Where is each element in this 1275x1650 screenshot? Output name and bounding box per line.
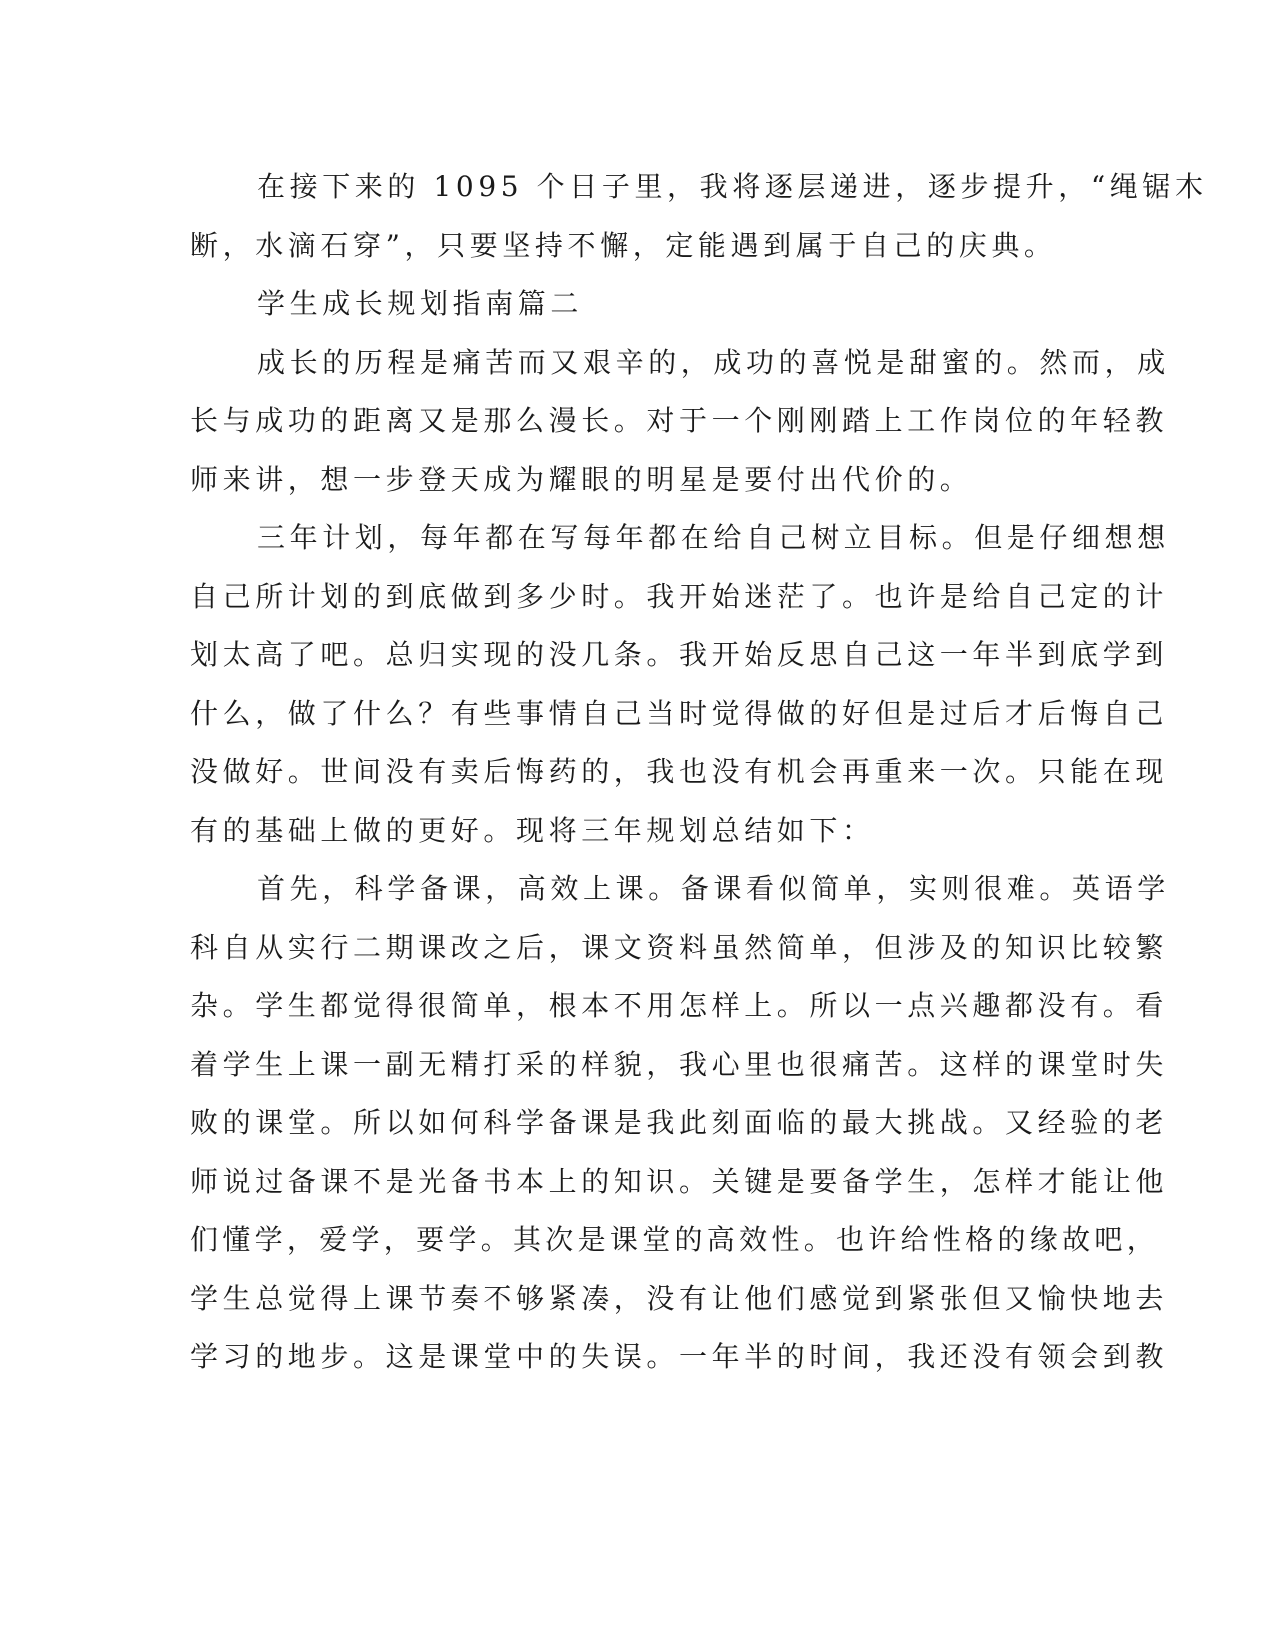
paragraph-line: 科自从实行二期课改之后，课文资料虽然简单，但涉及的知识比较繁 bbox=[190, 930, 1169, 964]
paragraph-line: 三年计划，每年都在写每年都在给自己树立目标。但是仔细想想 bbox=[257, 521, 1170, 554]
paragraph-line: 没做好。世间没有卖后悔药的，我也没有机会再重来一次。只能在现 bbox=[190, 755, 1169, 788]
section-heading: 学生成长规划指南篇二 bbox=[257, 287, 584, 320]
paragraph-line: 杂。学生都觉得很简单，根本不用怎样上。所以一点兴趣都没有。看 bbox=[190, 989, 1169, 1022]
paragraph-line: 有的基础上做的更好。现将三年规划总结如下： bbox=[190, 813, 875, 847]
paragraph-line: 着学生上课一副无精打采的样貌，我心里也很痛苦。这样的课堂时失 bbox=[190, 1047, 1169, 1081]
paragraph-line: 断，水滴石穿”，只要坚持不懈，定能遇到属于自己的庆典。 bbox=[190, 228, 1057, 262]
paragraph-line: 师说过备课不是光备书本上的知识。关键是要备学生，怎样才能让他 bbox=[190, 1164, 1169, 1198]
document-body bbox=[190, 158, 1208, 1387]
paragraph-line: 师来讲，想一步登天成为耀眼的明星是要付出代价的。 bbox=[190, 462, 973, 496]
paragraph-line: 首先，科学备课，高效上课。备课看似简单，实则很难。英语学 bbox=[257, 872, 1170, 905]
paragraph-line: 长与成功的距离又是那么漫长。对于一个刚刚踏上工作岗位的年轻教 bbox=[190, 404, 1169, 437]
paragraph-line: 学生总觉得上课节奏不够紧凑，没有让他们感觉到紧张但又愉快地去 bbox=[190, 1281, 1169, 1315]
paragraph-line: 在接下来的 1095 个日子里，我将逐层递进，逐步提升，“绳锯木 bbox=[257, 170, 1208, 203]
paragraph-line: 划太高了吧。总归实现的没几条。我开始反思自己这一年半到底学到 bbox=[190, 638, 1169, 671]
paragraph-line: 败的课堂。所以如何科学备课是我此刻面临的最大挑战。又经验的老 bbox=[190, 1106, 1169, 1139]
paragraph-line: 自己所计划的到底做到多少时。我开始迷茫了。也许是给自己定的计 bbox=[190, 579, 1169, 613]
paragraph-line: 学习的地步。这是课堂中的失误。一年半的时间，我还没有领会到教 bbox=[190, 1340, 1169, 1373]
paragraph-line: 成长的历程是痛苦而又艰辛的，成功的喜悦是甜蜜的。然而，成 bbox=[257, 345, 1170, 379]
paragraph-line: 们懂学，爱学，要学。其次是课堂的高效性。也许给性格的缘故吧， bbox=[190, 1223, 1160, 1256]
paragraph-line: 什么，做了什么？有些事情自己当时觉得做的好但是过后才后悔自己 bbox=[190, 696, 1169, 730]
